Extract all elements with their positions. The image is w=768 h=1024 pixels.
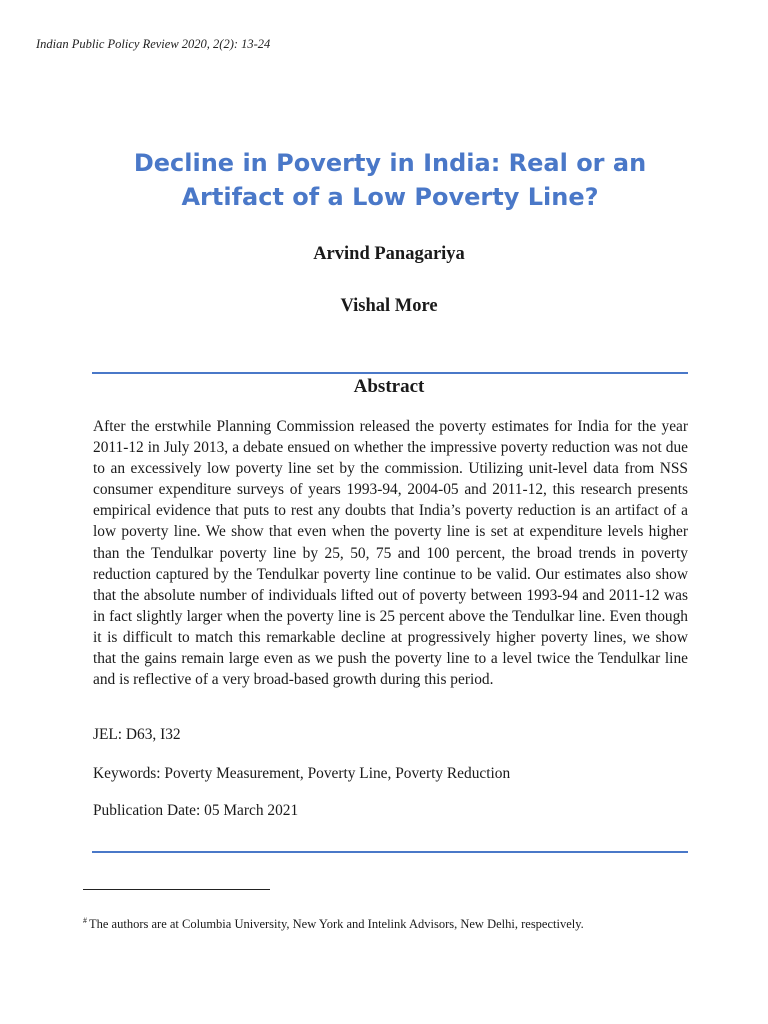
abstract-bottom-divider [92, 851, 688, 853]
author-name-1: Arvind Panagariya [313, 244, 465, 264]
jel-codes: JEL: D63, I32 [93, 726, 181, 743]
footnote-text: The authors are at Columbia University, New York and Intelink Advisors, New Delhi, respectively. [89, 917, 584, 932]
keywords: Keywords: Poverty Measurement, Poverty Line, Poverty Reduction [93, 765, 511, 782]
abstract-top-divider [92, 372, 688, 374]
footnote-marker: # [83, 916, 87, 925]
abstract-text: After the erstwhile Planning Commission released the poverty estimates for India for the year 2011-12 in July 2013, a debate ensued on whether the impressive poverty reduction was not due to an excessively low poverty line set by the commission. Utilizing unit-level data from NSS consumer expenditure surveys of years 1993-94, 2004-05 and 2011-12, this research presents empirical evidence that puts to rest any doubts that India’s poverty reduction is an artifact of a low poverty line. We show that even when the poverty line is set at expenditure levels higher than the Tendulkar poverty line by 25, 50, 75 and 100 percent, the broad trends in poverty reduction captured by the Tendulkar poverty line continue to be valid. Our estimates also show that the absolute number of individuals lifted out of poverty between 1993-94 and 2011-12 was in fact slightly larger when the poverty line is 25 percent above the Tendulkar line. Even though it is difficult to match this remarkable decline at progressively higher poverty lines, we show that the gains remain large even as we push the poverty line to a level twice the Tendulkar line and is reflective of a very broad-based growth during this period. [93, 418, 688, 689]
footnote-divider [83, 889, 270, 890]
journal-citation: Indian Public Policy Review 2020, 2(2): 13-24 [36, 37, 271, 51]
author-name-2: Vishal More [340, 296, 438, 316]
abstract-heading: Abstract [353, 376, 425, 397]
footnote [83, 916, 584, 932]
paper-title: Decline in Poverty in India: Real or an Artifact of a Low Poverty Line? [133, 149, 647, 211]
publication-date: Publication Date: 05 March 2021 [93, 802, 299, 819]
